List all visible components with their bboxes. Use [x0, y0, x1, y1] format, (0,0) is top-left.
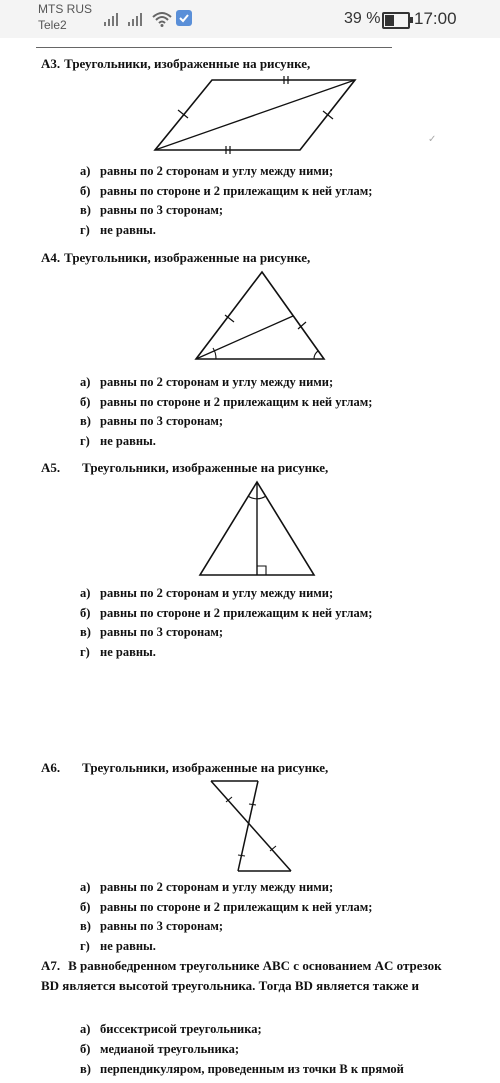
option-a[interactable]: а) биссектрисой треугольника;: [80, 1022, 262, 1036]
figure-a4-triangle: [190, 268, 330, 363]
signal-icon-2: [128, 12, 144, 31]
battery-icon: [382, 12, 410, 29]
option-d[interactable]: г) не равны.: [80, 222, 156, 237]
figure-a3-parallelogram: [150, 74, 365, 158]
option-a[interactable]: а) равны по 2 сторонам и углу между ними;: [80, 586, 334, 600]
options-a6: [80, 878, 372, 956]
app-notification-icon: [176, 10, 192, 31]
option-d[interactable]: г) не равны.: [80, 433, 156, 448]
options-a7: [80, 1019, 470, 1079]
battery-percent: 39 %: [344, 10, 381, 27]
option-b[interactable]: б) медианой треугольника;: [80, 1042, 240, 1056]
status-bar: [0, 0, 500, 38]
option-a[interactable]: а) равны по 2 сторонам и углу между ними;: [80, 880, 334, 894]
option-a[interactable]: а) равны по 2 сторонам и углу между ними;: [80, 375, 334, 389]
question-a4: А4. Треугольники, изображенные на рисунке,: [41, 250, 311, 265]
scan-mark: ✓: [428, 134, 437, 145]
option-b[interactable]: б) равны по стороне и 2 прилежащим к ней углам;: [80, 183, 373, 198]
divider: [36, 47, 392, 48]
option-c[interactable]: в) равны по 3 сторонам;: [80, 919, 224, 933]
carrier-name-2: Tele2: [38, 18, 67, 32]
question-a5: А5. Треугольники, изображенные на рисунке,: [41, 460, 329, 475]
option-c[interactable]: в) равны по 3 сторонам;: [80, 625, 224, 639]
figure-a6-vertical-triangles: [208, 778, 294, 876]
signal-icon: [104, 12, 120, 31]
option-b[interactable]: б) равны по стороне и 2 прилежащим к ней углам;: [80, 605, 373, 620]
question-a6: А6. Треугольники, изображенные на рисунке,: [41, 760, 329, 775]
option-a[interactable]: а) равны по 2 сторонам и углу между ними;: [80, 164, 334, 178]
option-d[interactable]: г) не равны.: [80, 644, 156, 659]
options-a3: [80, 162, 372, 240]
option-c[interactable]: в) равны по 3 сторонам;: [80, 203, 224, 217]
question-a7: А7. В равнобедренном треугольнике ABC с основанием AC отрезок BD является высотой треугольника. Тогда BD является также и: [41, 958, 442, 993]
clock: 17:00: [414, 9, 457, 28]
option-b[interactable]: б) равны по стороне и 2 прилежащим к ней углам;: [80, 394, 373, 409]
options-a5: [80, 584, 372, 662]
option-d[interactable]: г) не равны.: [80, 938, 156, 953]
options-a4: [80, 373, 372, 451]
option-c[interactable]: в) равны по 3 сторонам;: [80, 414, 224, 428]
option-b[interactable]: б) равны по стороне и 2 прилежащим к ней углам;: [80, 899, 373, 914]
carrier-name-1: MTS RUS: [38, 2, 92, 16]
worksheet-page: [0, 38, 500, 1083]
battery-level: [385, 15, 394, 26]
question-a3: А3. Треугольники, изображенные на рисунке,: [41, 56, 311, 71]
figure-a5-isosceles: [196, 478, 318, 578]
wifi-icon: [152, 11, 172, 32]
option-c[interactable]: в) перпендикуляром, проведенным из точки B к прямой: [80, 1062, 404, 1076]
